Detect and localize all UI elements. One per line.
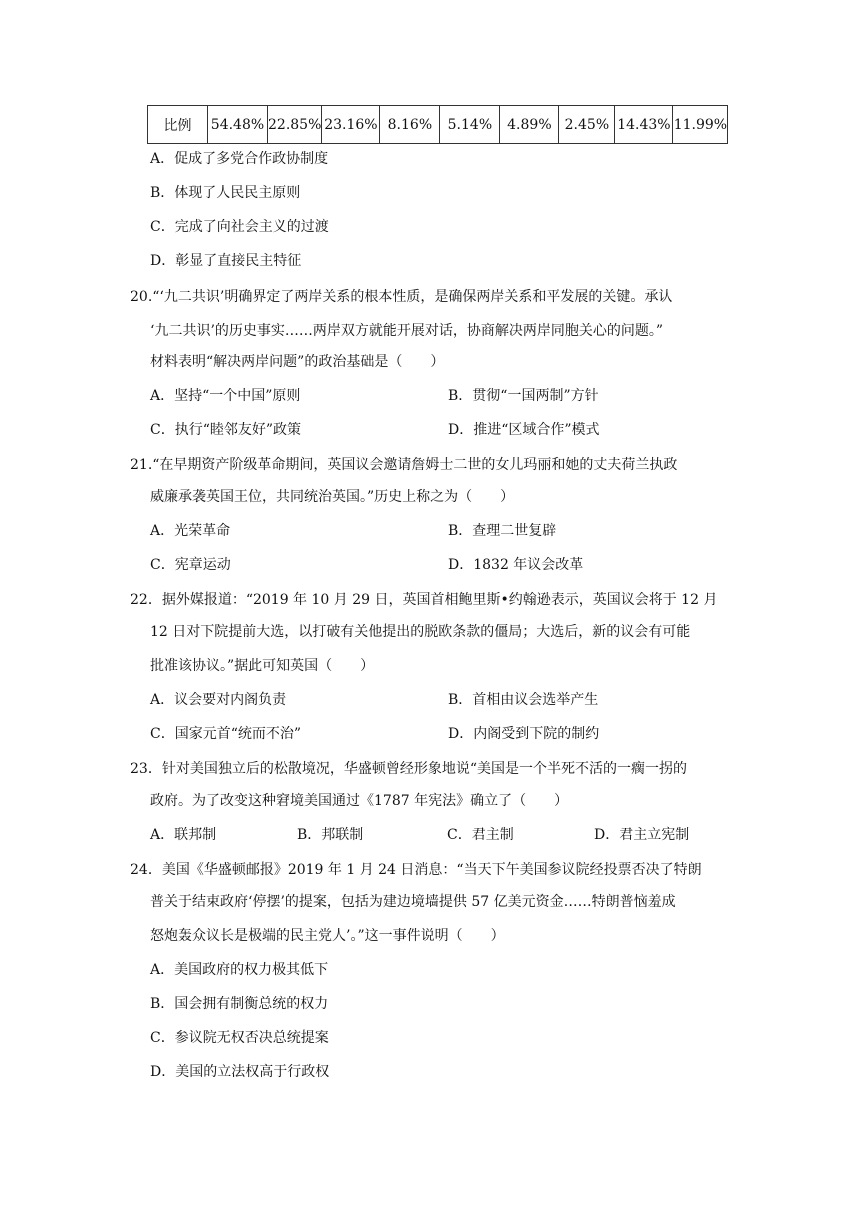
question-text: 材料表明“解决两岸问题”的政治基础是（ ）	[150, 354, 445, 370]
option-b: B．查理二世复辟	[448, 523, 557, 539]
option-a: A．议会要对内阁负责	[150, 692, 287, 708]
option-d: D．彰显了直接民主特征	[150, 253, 302, 269]
question-text: 政府。为了改变这种窘境美国通过《1787 年宪法》确立了（ ）	[150, 793, 569, 809]
option-b: B．邦联制	[297, 827, 364, 843]
table-cell: 23.16%	[322, 106, 380, 144]
option-a: A．促成了多党合作政协制度	[150, 151, 329, 167]
question-text: 威廉承袭英国王位，共同统治英国。”历史上称之为（ ）	[150, 489, 515, 505]
option-b: B．国会拥有制衡总统的权力	[150, 996, 329, 1012]
option-d: D．君主立宪制	[594, 827, 690, 843]
table-cell: 5.14%	[440, 106, 500, 144]
question-text: 23．针对美国独立后的松散境况，华盛顿曾经形象地说“美国是一个半死不活的一瘸一拐的	[130, 761, 687, 777]
option-a: A．联邦制	[150, 827, 217, 843]
table-cell: 2.45%	[559, 106, 615, 144]
option-c: C．参议院无权否决总统提案	[150, 1030, 329, 1046]
question-text: 22．据外媒报道：“2019 年 10 月 29 日，英国首相鲍里斯•约翰逊表示，英国议会将于 12 月	[130, 592, 718, 608]
option-b: B．贯彻“一国两制”方针	[448, 388, 599, 404]
table-cell: 8.16%	[380, 106, 440, 144]
table-cell: 11.99%	[673, 106, 728, 144]
table-row	[148, 106, 728, 144]
option-c: C．完成了向社会主义的过渡	[150, 219, 329, 235]
question-text: 24．美国《华盛顿邮报》2019 年 1 月 24 日消息：“当天下午美国参议院经投票否决了特朗	[130, 862, 702, 878]
question-text: 普关于结束政府‘停摆’的提案，包括为建边境墙提供 57 亿美元资金……特朗普恼羞成	[150, 894, 676, 910]
question-text: 21.“在早期资产阶级革命期间，英国议会邀请詹姆士二世的女儿玛丽和她的丈夫荷兰执政	[130, 457, 678, 473]
table-cell: 4.89%	[500, 106, 559, 144]
option-d: D．内阁受到下院的制约	[448, 726, 600, 742]
option-c: C．君主制	[447, 827, 514, 843]
question-text: 20.“‘九二共识’明确界定了两岸关系的根本性质，是确保两岸关系和平发展的关键。承认	[130, 289, 673, 305]
option-d: D．推进“区域合作”模式	[448, 422, 600, 438]
table-cell: 14.43%	[615, 106, 673, 144]
option-d: D．1832 年议会改革	[448, 557, 584, 573]
option-d: D．美国的立法权高于行政权	[150, 1064, 330, 1080]
question-text: 怒炮轰众议长是极端的民主党人’。”这一事件说明（ ）	[150, 928, 505, 944]
option-c: C．国家元首“统而不治”	[150, 726, 302, 742]
table-cell: 22.85%	[268, 106, 322, 144]
question-text: 12 日对下院提前大选，以打破有关他提出的脱欧条款的僵局；大选后，新的议会有可能	[150, 624, 691, 640]
question-text: ‘九二共识’的历史事实……两岸双方就能开展对话，协商解决两岸同胞关心的问题。”	[150, 323, 664, 339]
table-cell: 54.48%	[208, 106, 268, 144]
option-a: A．光荣革命	[150, 523, 231, 539]
option-b: B．体现了人民民主原则	[150, 185, 301, 201]
question-text: 批准该协议。”据此可知英国（ ）	[150, 658, 375, 674]
option-a: A．坚持“一个中国”原则	[150, 388, 301, 404]
table-label-cell: 比例	[148, 106, 208, 144]
ratio-table	[147, 105, 728, 144]
option-c: C．宪章运动	[150, 557, 231, 573]
option-c: C．执行“睦邻友好”政策	[150, 422, 302, 438]
option-b: B．首相由议会选举产生	[448, 692, 599, 708]
option-a: A．美国政府的权力极其低下	[150, 962, 329, 978]
